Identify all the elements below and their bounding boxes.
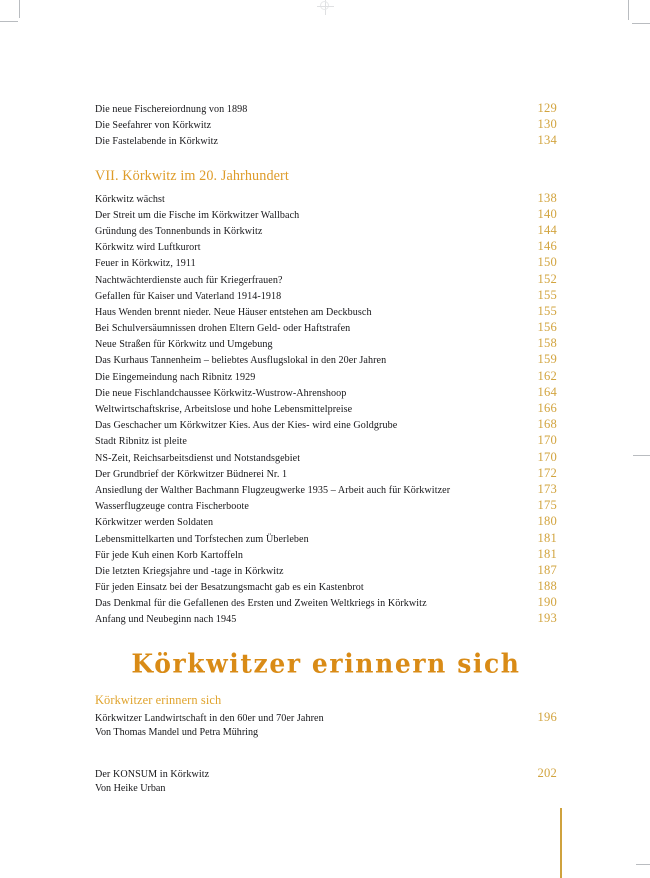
- toc-entry-page: 129: [537, 101, 557, 115]
- toc-row[interactable]: [95, 335, 557, 351]
- toc-row[interactable]: [95, 238, 557, 254]
- toc-entry-title: Die letzten Kriegsjahre und -tage in Körkwitz: [95, 565, 284, 577]
- toc-row[interactable]: [95, 546, 557, 562]
- toc-entry-page: 187: [537, 562, 557, 577]
- registration-mark-top-center: [317, 0, 334, 15]
- toc-entry-page: 170: [537, 449, 557, 464]
- toc-row[interactable]: [95, 449, 557, 465]
- toc-row[interactable]: [95, 271, 557, 287]
- toc-entry-title: Nachtwächterdienste auch für Kriegerfrauen?: [95, 274, 283, 286]
- toc-entry-title: Der Grundbrief der Körkwitzer Büdnerei Nr. 1: [95, 468, 288, 480]
- toc-entry-page: 180: [537, 514, 557, 529]
- toc-entry-page: 146: [537, 239, 557, 254]
- toc-entry-page: 162: [537, 368, 557, 383]
- toc-entry-byline: Von Thomas Mandel und Petra Mühring: [95, 726, 259, 738]
- crop-mark-top-left-horizontal: [0, 21, 18, 22]
- toc-entry-page: 152: [537, 271, 557, 286]
- crop-mark-top-left-vertical: [19, 0, 20, 18]
- chapter-heading[interactable]: VII. Körkwitz im 20. Jahrhundert: [95, 167, 289, 184]
- toc-entry-title: Das Kurhaus Tannenheim – beliebtes Ausflugslokal in den 20er Jahren: [95, 355, 387, 367]
- toc-row[interactable]: [95, 222, 557, 238]
- toc-entry-title: Stadt Ribnitz ist pleite: [95, 436, 187, 448]
- toc-entry-title: Anfang und Neubeginn nach 1945: [95, 614, 237, 626]
- toc-entry-page: 158: [537, 336, 557, 351]
- toc-row[interactable]: [95, 465, 557, 481]
- toc-entry-page: 159: [537, 352, 557, 367]
- toc-entry-page: 134: [537, 133, 557, 148]
- toc-entry-title: Der Streit um die Fische im Körkwitzer Wallbach: [95, 209, 300, 221]
- toc-row[interactable]: [95, 132, 557, 148]
- toc-entry-page: 181: [537, 530, 557, 545]
- toc-entry-page: 188: [537, 579, 557, 594]
- toc-entry-page: 172: [537, 465, 557, 480]
- toc-entry-title: Weltwirtschaftskrise, Arbeitslose und hohe Lebensmittelpreise: [95, 404, 353, 415]
- crop-mark-right-middle: [633, 455, 650, 456]
- toc-group-chapter-vii: [95, 190, 557, 627]
- toc-row[interactable]: [95, 368, 557, 384]
- registration-ring: [320, 1, 329, 10]
- toc-entry-title: Lebensmittelkarten und Torfstechen zum Überleben: [95, 533, 309, 545]
- toc-row[interactable]: [95, 416, 557, 432]
- toc-entry-page: 156: [537, 320, 557, 335]
- toc-row[interactable]: [95, 287, 557, 303]
- toc-entry-page: 138: [537, 190, 557, 205]
- crop-mark-bottom-right: [636, 864, 650, 865]
- toc-entry-title: Das Denkmal für die Gefallenen des Ersten und Zweiten Weltkriegs in Körkwitz: [95, 598, 427, 610]
- toc-entry-byline: Von Heike Urban: [95, 783, 166, 795]
- toc-row[interactable]: [95, 432, 557, 448]
- toc-row[interactable]: [95, 594, 557, 610]
- toc-row[interactable]: [95, 530, 557, 546]
- toc-entry-title: Körkwitzer Landwirtschaft in den 60er und 70er Jahren: [95, 712, 324, 724]
- toc-entry-title: Gründung des Tonnenbunds in Körkwitz: [95, 225, 263, 237]
- toc-entry-page: 164: [537, 384, 557, 399]
- spacer: [95, 149, 557, 167]
- toc-entry-title: Körkwitz wird Luftkurort: [95, 242, 201, 254]
- toc-row[interactable]: [95, 400, 557, 416]
- toc-row[interactable]: [95, 116, 557, 132]
- toc-row[interactable]: [95, 206, 557, 222]
- toc-entry-title: Ansiedlung der Walther Bachmann Flugzeugwerke 1935 – Arbeit auch für Körkwitzer: [95, 484, 451, 496]
- toc-entry-page: 166: [537, 401, 557, 415]
- table-of-contents: [95, 100, 557, 797]
- decorative-title-block: [95, 649, 557, 679]
- toc-entry-title: Feuer in Körkwitz, 1911: [95, 258, 196, 270]
- toc-entry-title: Gefallen für Kaiser und Vaterland 1914-1918: [95, 290, 282, 302]
- toc-entry-title: NS-Zeit, Reichsarbeitsdienst und Notstandsgebiet: [95, 452, 301, 464]
- toc-entry-page: 190: [537, 595, 557, 610]
- toc-entry-title: Die Eingemeindung nach Ribnitz 1929: [95, 371, 256, 383]
- toc-row[interactable]: [95, 384, 557, 400]
- decorative-display-title: Körkwitzer erinnern sich: [131, 648, 521, 679]
- toc-row[interactable]: [95, 190, 557, 206]
- toc-entry-title: Für jede Kuh einen Korb Kartoffeln: [95, 549, 244, 561]
- toc-entry-title: Körkwitz wächst: [95, 193, 165, 205]
- toc-entry-page: 170: [537, 433, 557, 448]
- toc-entry-title: Neue Straßen für Körkwitz und Umgebung: [95, 339, 273, 351]
- crop-mark-top-right-vertical: [628, 0, 629, 20]
- toc-row[interactable]: [95, 254, 557, 270]
- toc-entry-page: 202: [537, 766, 557, 780]
- toc-entry-page: 140: [537, 206, 557, 221]
- toc-entry-title: Der KONSUM in Körkwitz: [95, 769, 210, 780]
- toc-entry-page: 181: [537, 546, 557, 561]
- toc-row[interactable]: [95, 481, 557, 497]
- toc-entry-page: 168: [537, 417, 557, 432]
- section-heading[interactable]: Körkwitzer erinnern sich: [95, 692, 222, 707]
- toc-entry-title: Die Fastelabende in Körkwitz: [95, 136, 219, 148]
- toc-entry-page: 150: [537, 255, 557, 270]
- toc-entry-page: 193: [537, 611, 557, 626]
- toc-entry-title: Für jeden Einsatz bei der Besatzungsmacht gab es ein Kastenbrot: [95, 582, 364, 594]
- toc-entry-page: 173: [537, 481, 557, 496]
- toc-entry-title: Wasserflugzeuge contra Fischerboote: [95, 501, 249, 513]
- toc-row[interactable]: [95, 513, 557, 529]
- toc-entry-title: Die neue Fischlandchaussee Körkwitz-Wustrow-Ahrenshoop: [95, 387, 347, 399]
- toc-entry-page: 155: [537, 287, 557, 302]
- toc-entry-title: Körkwitzer werden Soldaten: [95, 517, 214, 529]
- toc-entry-page: 196: [537, 709, 557, 724]
- toc-row[interactable]: [95, 319, 557, 335]
- toc-row[interactable]: [95, 303, 557, 319]
- toc-row[interactable]: [95, 578, 557, 594]
- toc-row[interactable]: [95, 562, 557, 578]
- toc-entry-page: 130: [537, 117, 557, 132]
- toc-row[interactable]: [95, 610, 557, 626]
- toc-entry-title: Bei Schulversäumnissen drohen Eltern Geld- oder Haftstrafen: [95, 323, 351, 335]
- toc-row[interactable]: [95, 100, 557, 116]
- toc-entry-page: 155: [537, 303, 557, 318]
- toc-entry-title: Das Geschacher um Körkwitzer Kies. Aus der Kies- wird eine Goldgrube: [95, 420, 398, 432]
- toc-entry-title: Haus Wenden brennt nieder. Neue Häuser entstehen am Deckbusch: [95, 306, 372, 318]
- toc-row[interactable]: [95, 765, 557, 781]
- toc-entry-page: 144: [537, 222, 557, 237]
- toc-entry-page: 175: [537, 498, 557, 513]
- spacer: [95, 741, 557, 759]
- toc-row[interactable]: [95, 709, 557, 725]
- decorative-gold-rule: [560, 808, 562, 878]
- toc-row[interactable]: [95, 497, 557, 513]
- crop-mark-top-right-horizontal: [632, 23, 650, 24]
- toc-row[interactable]: [95, 351, 557, 367]
- toc-entry-title: Die Seefahrer von Körkwitz: [95, 120, 212, 132]
- toc-entry-title: Die neue Fischereiordnung von 1898: [95, 104, 248, 115]
- toc-group-leading: [95, 100, 557, 149]
